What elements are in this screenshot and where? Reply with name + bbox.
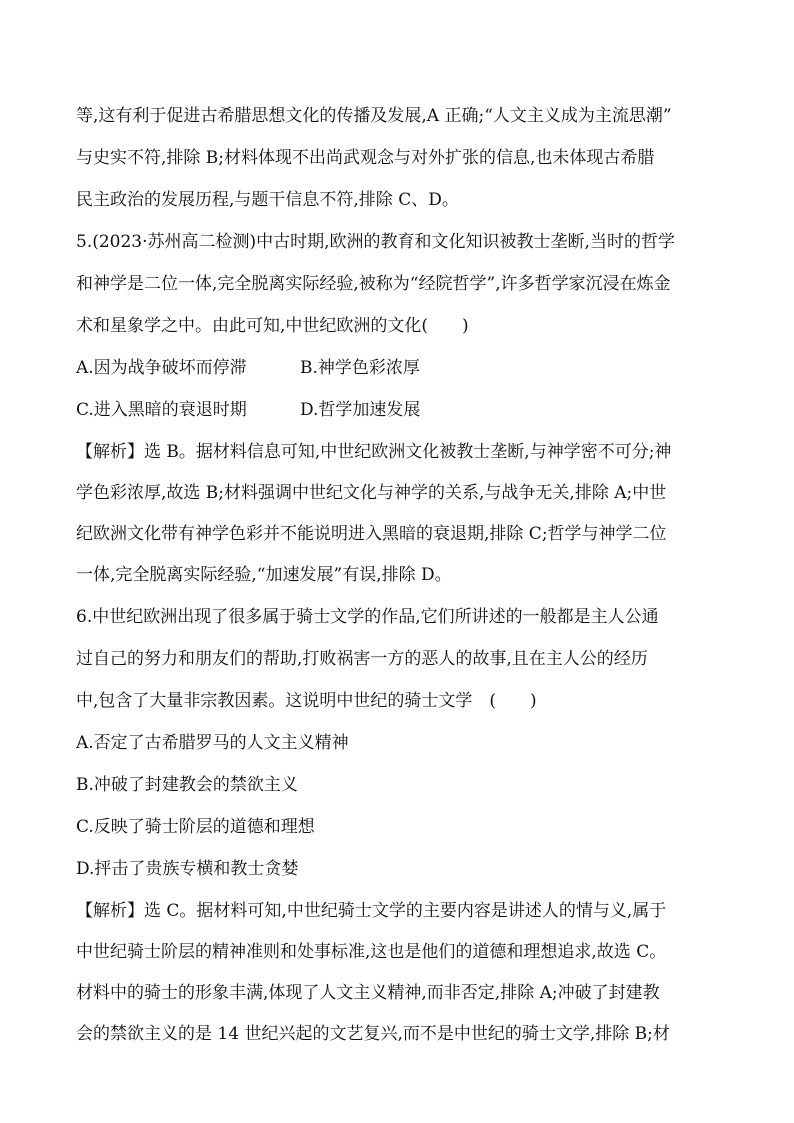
q5-analysis: 学色彩浓厚,故选 B;材料强调中世纪文化与神学的关系,与战争无关,排除 A;中世 [76,483,667,503]
text-line: 与史实不符,排除 B;材料体现不出尚武观念与对外扩张的信息,也未体现古希腊 [76,148,655,168]
q6-option-a: A.否定了古希腊罗马的人文主义精神 [76,733,349,753]
q6-option-c: C.反映了骑士阶层的道德和理想 [76,817,315,837]
question-5-stem: 术和星象学之中。由此可知,中世纪欧洲的文化( ) [76,316,469,336]
q6-analysis: 中世纪骑士阶层的精神准则和处事标准,这也是他们的道德和理想追求,故选 C。 [76,942,667,962]
q6-option-d: D.抨击了贵族专横和教士贪婪 [76,859,299,879]
question-6-stem: 过自己的努力和朋友们的帮助,打败祸害一方的恶人的故事,且在主人公的经历 [76,649,648,669]
q6-analysis: 材料中的骑士的形象丰满,体现了人文主义精神,而非否定,排除 A;冲破了封建教 [76,983,660,1003]
q5-option-b: B.神学色彩浓厚 [300,358,420,378]
q5-option-a: A.因为战争破坏而停滞 [76,358,247,378]
q6-option-b: B.冲破了封建教会的禁欲主义 [76,775,298,795]
question-6-stem: 6.中世纪欧洲出现了很多属于骑士文学的作品,它们所讲述的一般都是主人公通 [76,607,659,627]
text-line: 等,这有利于促进古希腊思想文化的传播及发展,A 正确;“人文主义成为主流思潮” [76,106,672,126]
text-line: 民主政治的发展历程,与题干信息不符,排除 C、D。 [76,190,459,210]
q5-analysis: 【解析】选 B。据材料信息可知,中世纪欧洲文化被教士垄断,与神学密不可分;神 [76,442,672,462]
question-5-stem: 5.(2023·苏州高二检测)中古时期,欧洲的教育和文化知识被教士垄断,当时的哲学 [76,232,675,252]
question-5-stem: 和神学是二位一体,完全脱离实际经验,被称为“经院哲学”,许多哲学家沉浸在炼金 [76,274,671,294]
q5-analysis: 一体,完全脱离实际经验,“加速发展”有误,排除 D。 [76,565,452,585]
q6-analysis: 会的禁欲主义的是 14 世纪兴起的文艺复兴,而不是中世纪的骑士文学,排除 B;材 [76,1024,670,1044]
q5-option-c: C.进入黑暗的衰退时期 [76,400,247,420]
question-6-stem: 中,包含了大量非宗教因素。这说明中世纪的骑士文学 ( ) [76,691,537,711]
q5-analysis: 纪欧洲文化带有神学色彩并不能说明进入黑暗的衰退期,排除 C;哲学与神学二位 [76,524,667,544]
q5-option-d: D.哲学加速发展 [300,400,421,420]
q6-analysis: 【解析】选 C。据材料可知,中世纪骑士文学的主要内容是讲述人的情与义,属于 [76,901,667,921]
